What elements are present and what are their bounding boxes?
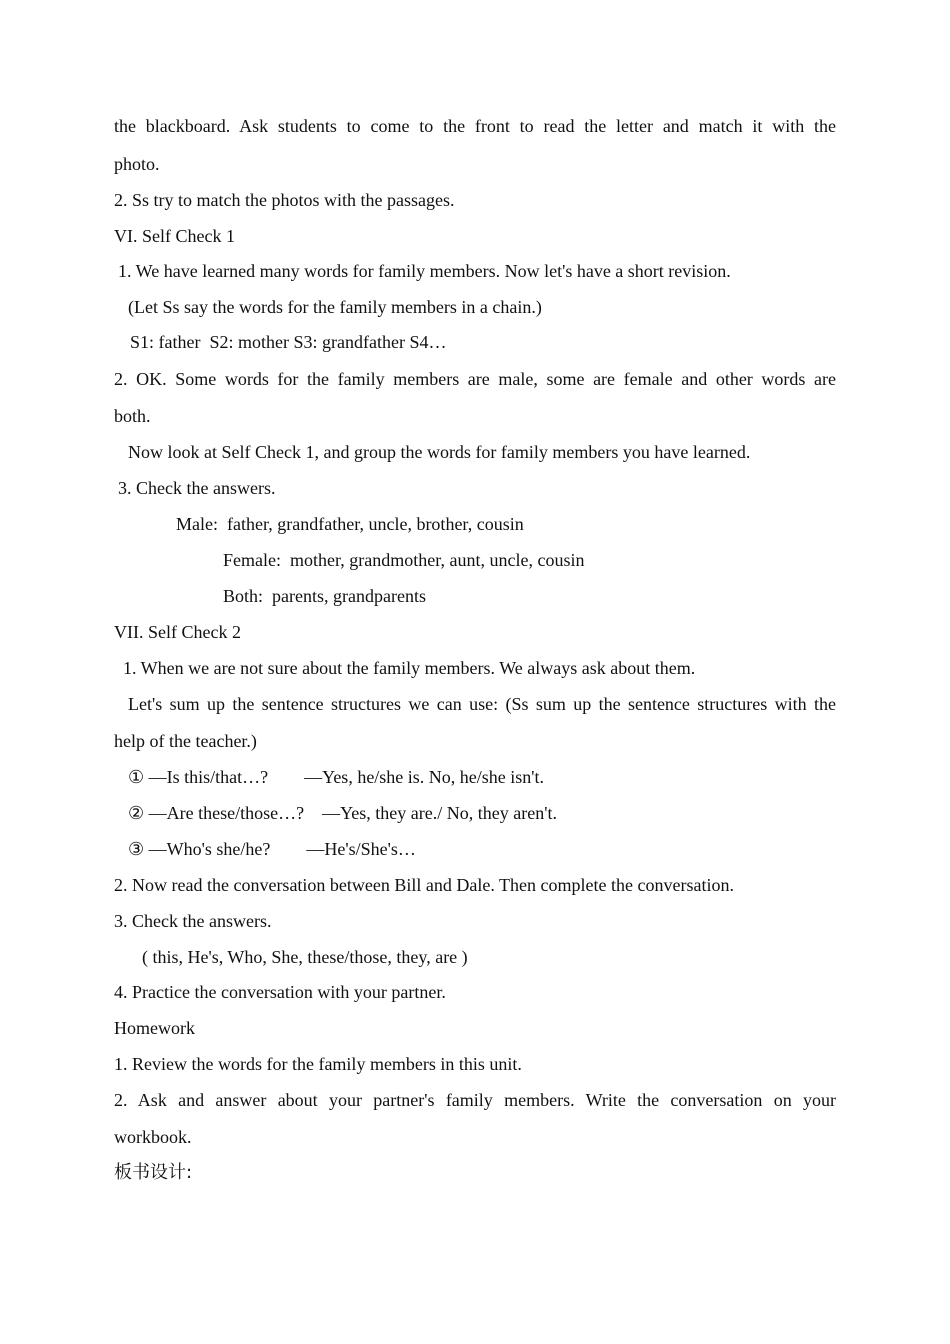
list-item: 1. When we are not sure about the family members. We always ask about them.: [123, 658, 696, 678]
paragraph-line: the blackboard. Ask students to come to the front to read the letter and match it with the: [114, 116, 836, 136]
structure-line: ② —Are these/those…? —Yes, they are./ No, they aren't.: [128, 803, 557, 823]
paragraph-line: S1: father S2: mother S3: grandfather S4…: [130, 332, 447, 352]
paragraph-line: (Let Ss say the words for the family members in a chain.): [128, 297, 542, 317]
section-heading: VI. Self Check 1: [114, 226, 235, 246]
section-heading: 板书设计:: [114, 1162, 193, 1183]
paragraph-line: photo.: [114, 154, 160, 174]
answer-line-male: Male: father, grandfather, uncle, brother, cousin: [176, 514, 524, 534]
list-item: 2. Ask and answer about your partner's family members. Write the conversation on your: [114, 1090, 836, 1110]
paragraph-line: both.: [114, 406, 151, 426]
paragraph-line: help of the teacher.): [114, 731, 257, 751]
paragraph-line: Now look at Self Check 1, and group the words for family members you have learned.: [128, 442, 751, 462]
answer-line-female: Female: mother, grandmother, aunt, uncle, cousin: [223, 550, 585, 570]
section-heading: VII. Self Check 2: [114, 622, 241, 642]
list-item: 2. Now read the conversation between Bill and Dale. Then complete the conversation.: [114, 875, 734, 895]
list-item: 4. Practice the conversation with your partner.: [114, 982, 446, 1002]
paragraph-line: Let's sum up the sentence structures we can use: (Ss sum up the sentence structures with the: [128, 694, 836, 714]
list-item: 3. Check the answers.: [114, 911, 272, 931]
paragraph-line: workbook.: [114, 1127, 192, 1147]
answer-line-both: Both: parents, grandparents: [223, 586, 426, 606]
list-item: 3. Check the answers.: [118, 478, 276, 498]
list-item: 1. We have learned many words for family members. Now let's have a short revision.: [118, 261, 731, 281]
structure-line: ③ —Who's she/he? —He's/She's…: [128, 839, 416, 859]
list-item: 2. Ss try to match the photos with the passages.: [114, 190, 455, 210]
list-item: 1. Review the words for the family members in this unit.: [114, 1054, 522, 1074]
section-heading: Homework: [114, 1018, 195, 1038]
answer-key: ( this, He's, Who, She, these/those, they, are ): [142, 947, 468, 967]
list-item: 2. OK. Some words for the family members are male, some are female and other words are: [114, 369, 836, 389]
structure-line: ① —Is this/that…? —Yes, he/she is. No, he/she isn't.: [128, 767, 545, 787]
